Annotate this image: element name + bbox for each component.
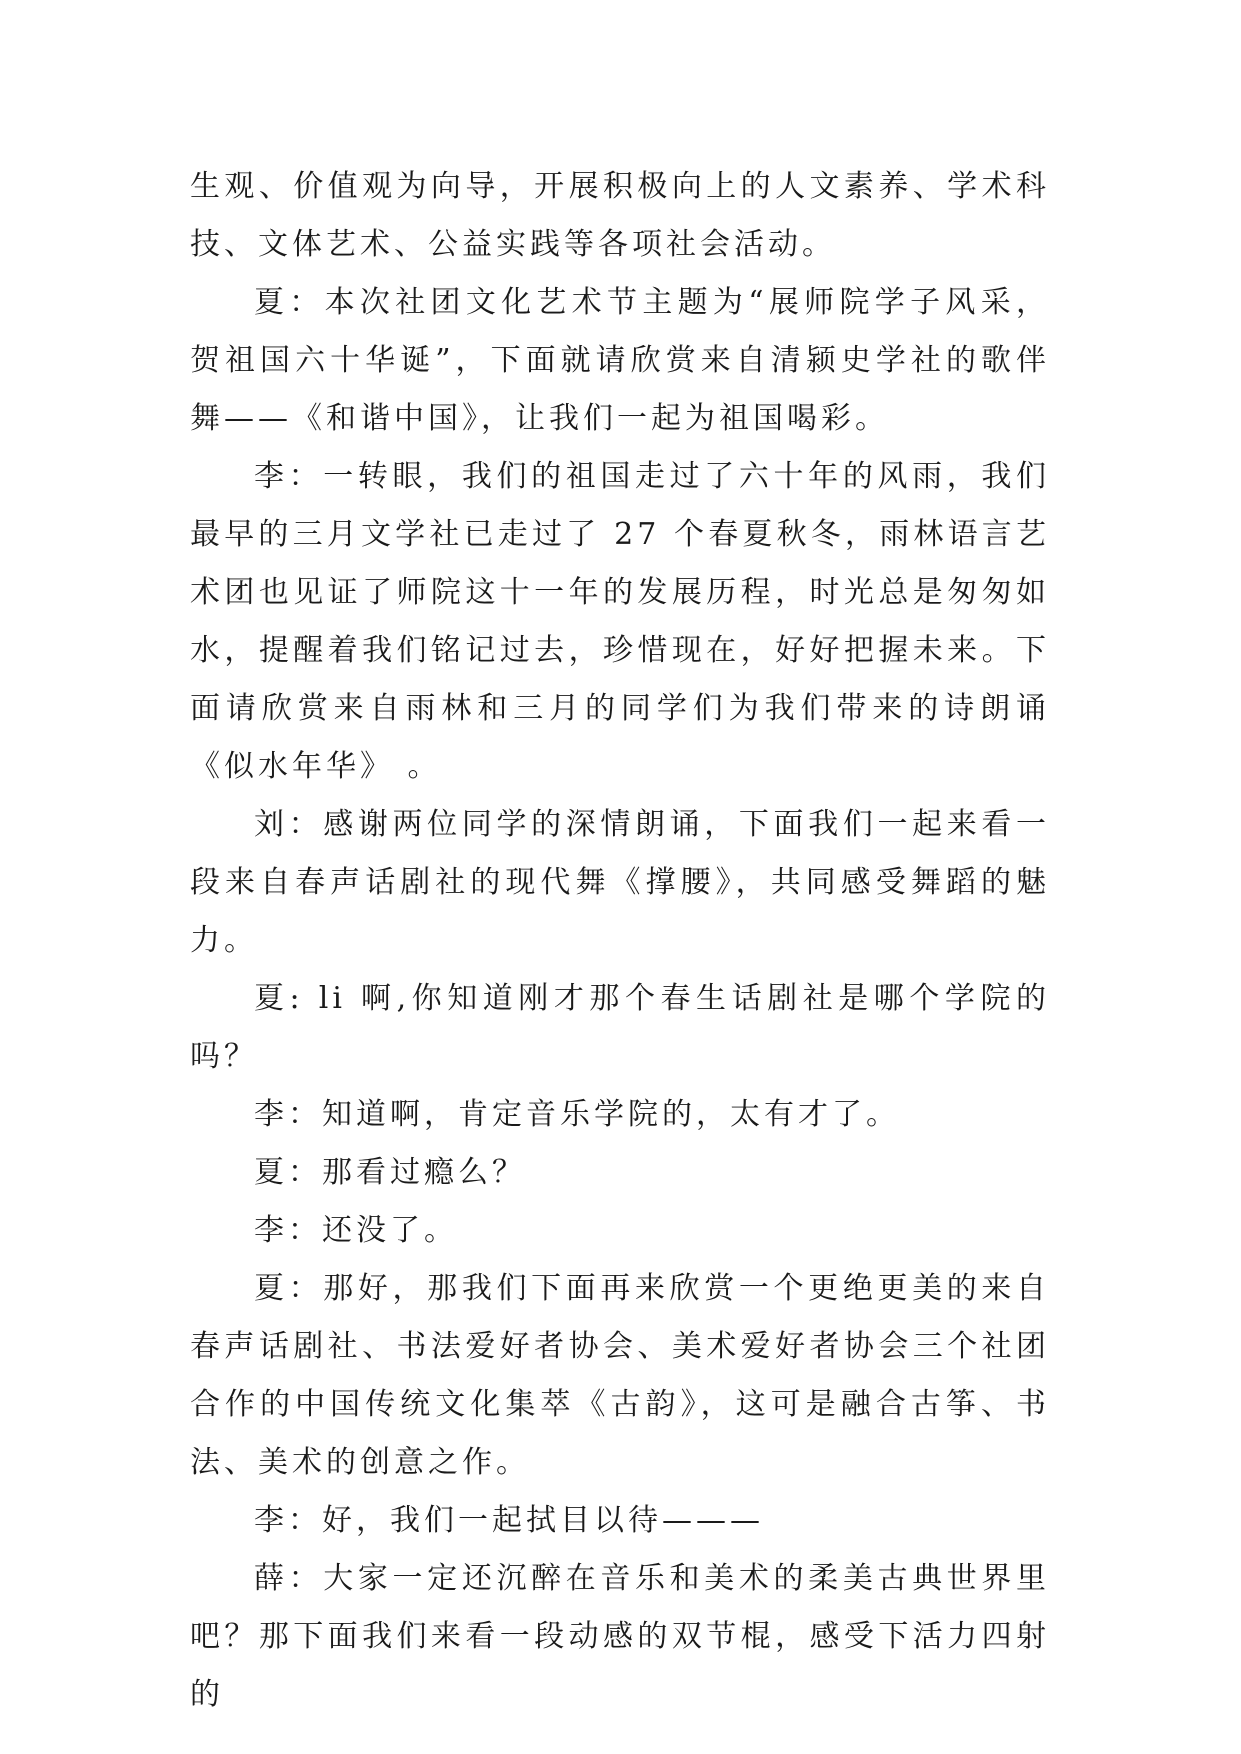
paragraph: 刘：感谢两位同学的深情朗诵，下面我们一起来看一段来自春声话剧社的现代舞《撑腰》，共同感受舞蹈的魅力。 xyxy=(190,807,1050,958)
paragraph: 夏：本次社团文化艺术节主题为“展师院学子风采，贺祖国六十华诞”，下面就请欣赏来自清颍史学社的歌伴舞——《和谐中国》，让我们一起为祖国喝彩。 xyxy=(190,285,1050,436)
paragraph: 李：还没了。 xyxy=(254,1213,458,1248)
paragraph: 薛：大家一定还沉醉在音乐和美术的柔美古典世界里吧？那下面我们来看一段动感的双节棍，感受下活力四射的 xyxy=(190,1561,1050,1712)
paragraph: 李：好，我们一起拭目以待——— xyxy=(254,1503,764,1538)
paragraph: 夏：那看过瘾么？ xyxy=(254,1155,526,1190)
paragraph: 生观、价值观为向导，开展积极向上的人文素养、学术科技、文体艺术、公益实践等各项社会活动。 xyxy=(190,169,1050,262)
paragraph: 李：一转眼，我们的祖国走过了六十年的风雨，我们最早的三月文学社已走过了 27 个春夏秋冬，雨林语言艺术团也见证了师院这十一年的发展历程，时光总是匆匆如水，提醒着我们铭记过去，珍惜现在，好好把握未来。下面请欣赏来自雨林和三月的同学们为我们带来的诗朗诵《似水年华》 。 xyxy=(190,459,1050,784)
paragraph: 夏: li 啊,你知道刚才那个春生话剧社是哪个学院的吗？ xyxy=(190,981,1050,1074)
document-body xyxy=(190,158,1050,1724)
paragraph: 李：知道啊，肯定音乐学院的，太有才了。 xyxy=(254,1097,900,1132)
paragraph: 夏：那好，那我们下面再来欣赏一个更绝更美的来自春声话剧社、书法爱好者协会、美术爱好者协会三个社团合作的中国传统文化集萃《古韵》，这可是融合古筝、书法、美术的创意之作。 xyxy=(190,1271,1050,1480)
